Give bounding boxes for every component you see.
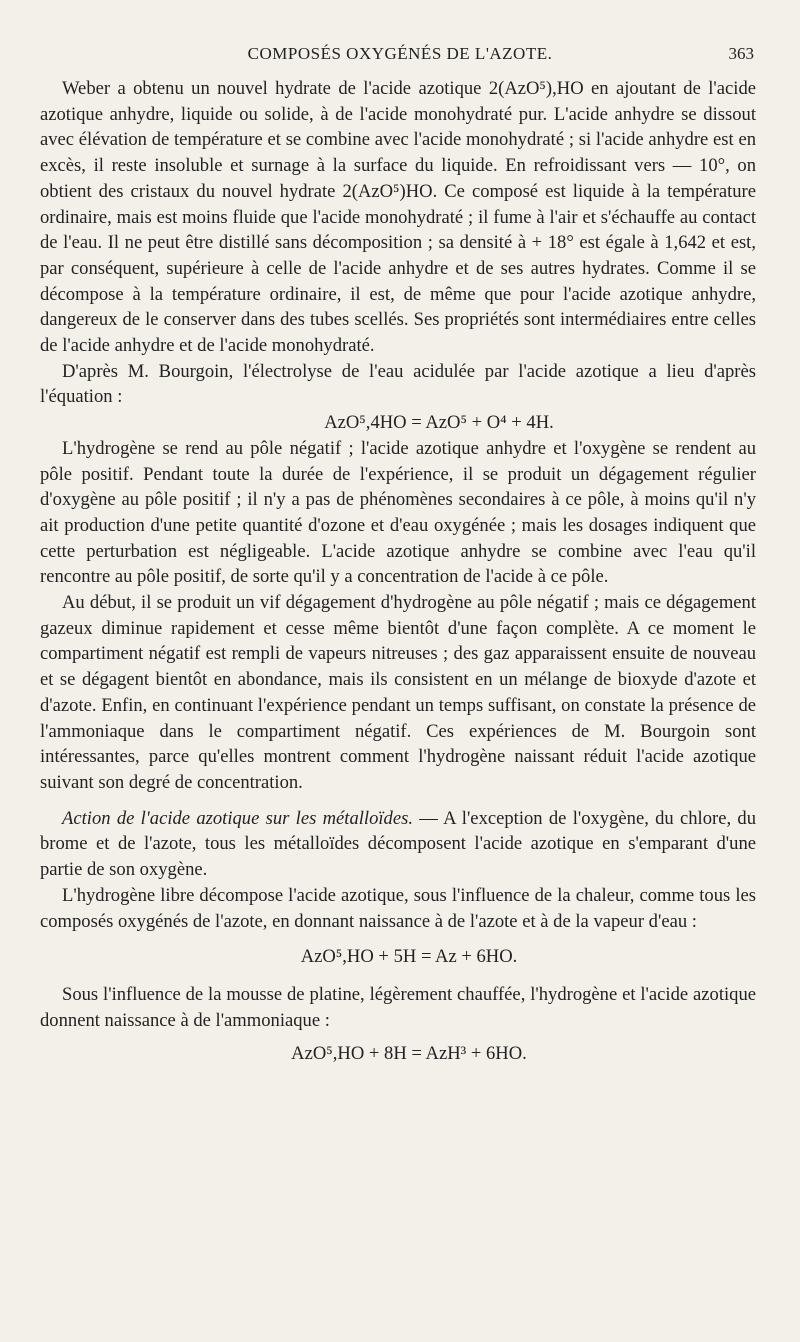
paragraph-weber-hydrate: Weber a obtenu un nouvel hydrate de l'acide azotique 2(AzO⁵),HO en ajoutant de l'acide azotique anhydre, liquide ou solide, à de l'acide monohydraté pur. L'acide anhydre se dissout avec élévation de température et se combine avec l'acide monohydraté ; si l'acide anhydre est en excès, il reste insoluble et surnage à la surface du liquide. En refroidissant vers — 10°, on obtient des cristaux du nouvel hydrate 2(AzO⁵)HO. Ce composé est liquide à la température ordinaire, mais est moins fluide que l'acide monohydraté ; il fume à l'air et s'échauffe au contact de l'eau. Il ne peut être distillé sans décomposition ; sa densité à + 18° est égale à 1,642 et est, par conséquent, supérieure à celle de l'acide anhydre et de ses autres hydrates. Comme il se décompose à la température ordinaire, il est, de même que pour l'acide azotique anhydre, dangereux de le conserver dans des tubes scellés. Ses propriétés sont intermédiaires entre celles de l'acide anhydre et de l'acide monohydraté. bbox=[40, 78, 756, 357]
paragraph-free-hydrogen: L'hydrogène libre décompose l'acide azotique, sous l'influence de la chaleur, comme tous les composés oxygénés de l'azote, en donnant naissance à de l'azote et à de la vapeur d'eau : bbox=[40, 884, 756, 932]
paragraph-hydrogen-poles: L'hydrogène se rend au pôle négatif ; l'acide azotique anhydre et l'oxygène se rendent au pôle positif. Pendant toute la durée de l'expérience, il se produit un dégagement régulier d'oxygène au pôle positif ; il n'y a pas de phénomènes secondaires à ce pôle, à moins qu'il n'y ait production d'une petite quantité d'ozone et d'eau oxygénée ; mais les dosages indiquent que cette perturbation est négligeable. L'acide azotique anhydre se combine avec l'eau qu'il rencontre au pôle positif, de sorte qu'il y a concentration de l'acide à ce pôle. bbox=[40, 437, 756, 588]
section-heading: Action de l'acide azotique sur les métalloïdes. bbox=[62, 807, 413, 829]
equation-hydrogen-reduction: AzO⁵,HO + 5H = Az + 6HO. bbox=[300, 946, 518, 968]
equation-electrolysis: AzO⁵,4HO = AzO⁵ + O⁴ + 4H. bbox=[324, 412, 554, 434]
equation-ammonia: AzO⁵,HO + 8H = AzH³ + 6HO. bbox=[291, 1043, 527, 1065]
paragraph-platinum-sponge: Sous l'influence de la mousse de platine, légèrement chauffée, l'hydrogène et l'acide azotique donnent naissance à de l'ammoniaque : bbox=[40, 983, 756, 1031]
page-number: 363 bbox=[728, 44, 754, 63]
page-body bbox=[40, 76, 756, 1067]
paragraph-action-metalloids bbox=[40, 806, 756, 883]
paragraph-experiment-results: Au début, il se produit un vif dégagement d'hydrogène au pôle négatif ; mais ce dégagement gazeux diminue rapidement et cesse même bientôt d'une façon complète. A ce moment le compartiment négatif est rempli de vapeurs nitreuses ; des gaz apparaissent ensuite de nouveau et se dégagent bientôt en abondance, mais ils consistent en un mélange de bioxyde d'azote et d'azote. Enfin, en continuant l'expérience pendant un temps suffisant, on constate la présence de l'ammoniaque dans le compartiment négatif. Ces expériences de M. Bourgoin sont intéressantes, parce qu'elles montrent comment l'hydrogène naissant réduit l'acide azotique suivant son degré de concentration. bbox=[40, 592, 756, 793]
page-header bbox=[40, 44, 760, 68]
section-heading-text: — A l'exception de l'oxygène, du chlore, du brome et de l'azote, tous les métalloïdes décomposent l'acide azotique en s'emparant d'une partie de son oxygène. bbox=[40, 807, 756, 881]
paragraph-bourgoin-electrolysis: D'après M. Bourgoin, l'électrolyse de l'eau acidulée par l'acide azotique a lieu d'après l'équation : bbox=[40, 360, 756, 408]
running-title: COMPOSÉS OXYGÉNÉS DE L'AZOTE. bbox=[247, 44, 553, 63]
section-gap bbox=[40, 796, 756, 806]
